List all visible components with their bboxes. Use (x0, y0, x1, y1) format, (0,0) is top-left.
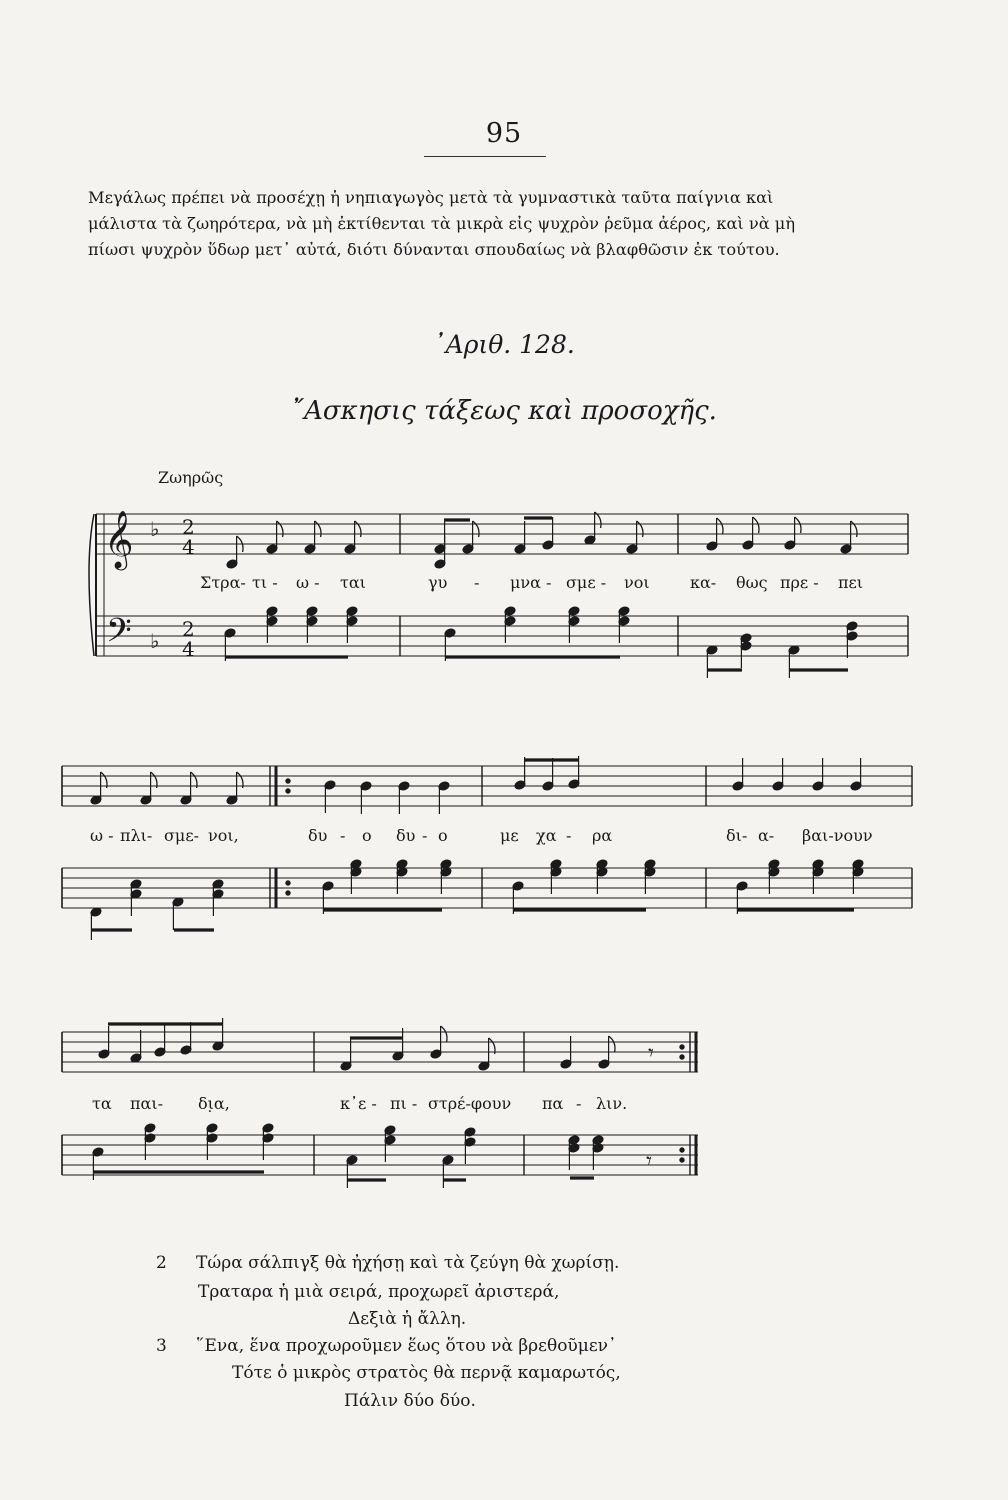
note-head (812, 859, 824, 870)
lyric: θως (736, 573, 768, 592)
note-head (444, 628, 456, 639)
note-head (306, 616, 318, 627)
lyric: ο (362, 826, 372, 845)
note-head (568, 1135, 580, 1146)
song-title: ῎Ασκησις τάξεως καὶ προσοχῆς. (291, 396, 717, 426)
note-head (346, 606, 358, 617)
lyric: δυ (308, 826, 328, 845)
note-head (212, 879, 224, 890)
note-head (542, 540, 554, 551)
note-head (768, 867, 780, 878)
note-head (206, 1123, 218, 1134)
eighth-rest: 𝄾 (646, 1149, 652, 1174)
note-flag (753, 517, 759, 533)
note-head (206, 1133, 218, 1144)
note-head (304, 544, 316, 555)
note-head (180, 1045, 192, 1056)
note-head (740, 641, 752, 652)
note-head (560, 1059, 572, 1070)
note-head (434, 559, 446, 570)
note-head (846, 631, 858, 642)
verse-line: Δεξιὰ ἡ ἄλλη. (348, 1309, 467, 1329)
note-head (598, 1059, 610, 1070)
note-head (596, 867, 608, 878)
lyric: κ᾽ε - (340, 1094, 377, 1113)
note-head (344, 544, 356, 555)
note-head (384, 1125, 396, 1136)
lyric: α- (758, 826, 775, 845)
note-flag (595, 512, 601, 528)
key-signature-flat: ♭ (150, 629, 160, 653)
lyric: χα (536, 826, 557, 845)
time-signature: 4 (182, 637, 195, 661)
note-head (618, 606, 630, 617)
repeat-dot (680, 1148, 684, 1152)
repeat-dot (286, 789, 290, 793)
lyric: πλι- (120, 826, 153, 845)
repeat-dot (680, 1045, 684, 1049)
time-signature: 4 (182, 535, 195, 559)
note-head (840, 544, 852, 555)
eighth-rest: 𝄾 (648, 1041, 654, 1066)
lyric: τα (92, 1094, 112, 1113)
note-head (514, 780, 526, 791)
lyric: δι- (726, 826, 748, 845)
note-head (512, 881, 524, 892)
lyric: στρέ-φουν (428, 1094, 512, 1113)
note-head (852, 859, 864, 870)
note-head (154, 1047, 166, 1058)
note-head (550, 867, 562, 878)
note-head (812, 781, 824, 792)
lyric: ο (438, 826, 448, 845)
lyric: βαι-νουν (802, 826, 873, 845)
lyric: ω - (296, 573, 320, 592)
note-head (514, 544, 526, 555)
note-head (90, 795, 102, 806)
note-flag (237, 772, 243, 788)
note-head (396, 867, 408, 878)
lyric: παι- (130, 1094, 163, 1113)
note-head (440, 859, 452, 870)
lyric: - (340, 826, 346, 845)
note-head (478, 1061, 490, 1072)
note-head (568, 779, 580, 790)
intro-line: μάλιστα τὰ ζωηρότερα, νὰ μὴ ἐκτίθενται τὰ μικρὰ εἰς ψυχρὸν ῥεῦμα ἀέρος, καὶ νὰ μὴ (88, 214, 796, 233)
note-head (438, 781, 450, 792)
note-head (350, 867, 362, 878)
verse-line: Τώρα σάλπιγξ θὰ ἠχήσῃ καὶ τὰ ζεύγη θὰ χωρίσῃ. (196, 1253, 620, 1273)
note-head (850, 781, 862, 792)
note-head (592, 1143, 604, 1154)
lyric: τι - (252, 573, 278, 592)
lyric: κα- (690, 573, 717, 592)
time-signature: 2 (182, 515, 195, 539)
lyric: - (422, 826, 428, 845)
lyric: ται (340, 573, 366, 592)
repeat-dot (286, 891, 290, 895)
note-head (440, 867, 452, 878)
lyric: μνα - (510, 573, 552, 592)
intro-paragraph (88, 185, 918, 263)
lyric: πει (838, 573, 864, 592)
note-head (504, 606, 516, 617)
note-head (396, 859, 408, 870)
note-head (644, 859, 656, 870)
note-head (706, 541, 718, 552)
note-flag (441, 1026, 447, 1042)
lyric: - (474, 573, 480, 592)
note-head (732, 781, 744, 792)
intro-line: Μεγάλως πρέπει νὰ προσέχῃ ἡ νηπιαγωγὸς μετὰ τὰ γυμναστικὰ ταῦτα παίγνια καὶ (88, 188, 774, 207)
note-head (740, 633, 752, 644)
note-flag (101, 772, 107, 788)
note-head (644, 867, 656, 878)
lyric: με (500, 826, 519, 845)
bass-clef: 𝄢 (106, 612, 132, 658)
note-flag (717, 518, 723, 534)
verse-line: Τότε ὁ μικρὸς στρατὸς θὰ περνᾷ καμαρωτός, (232, 1363, 621, 1383)
verse-line: Τραταρα ἡ μιὰ σειρά, προχωρεῖ ἀριστερά, (198, 1282, 560, 1302)
note-head (706, 645, 718, 656)
note-head (384, 1135, 396, 1146)
note-head (464, 1137, 476, 1148)
note-head (568, 616, 580, 627)
note-head (340, 1061, 352, 1072)
lyric: ω - (90, 826, 114, 845)
note-head (736, 881, 748, 892)
note-head (224, 628, 236, 639)
lyric: - (576, 1094, 582, 1113)
note-flag (489, 1038, 495, 1054)
lyric: πρε - (780, 573, 819, 592)
note-head (618, 616, 630, 627)
note-head (212, 1041, 224, 1052)
note-flag (609, 1036, 615, 1052)
note-head (464, 1127, 476, 1138)
lyric: σμε - (566, 573, 607, 592)
note-head (130, 1053, 142, 1064)
brace (89, 514, 94, 656)
note-head (266, 616, 278, 627)
note-head (266, 606, 278, 617)
note-head (262, 1123, 274, 1134)
note-head (140, 795, 152, 806)
note-flag (151, 772, 157, 788)
note-head (442, 1155, 454, 1166)
verse-line: Πάλιν δύο δύο. (344, 1391, 476, 1411)
note-head (430, 1049, 442, 1060)
note-head (772, 781, 784, 792)
note-flag (355, 521, 361, 537)
note-head (98, 1049, 110, 1060)
note-head (812, 867, 824, 878)
treble-clef: 𝄞 (104, 510, 134, 568)
note-head (504, 616, 516, 627)
note-head (306, 606, 318, 617)
note-head (226, 559, 238, 570)
note-flag (191, 772, 197, 788)
note-head (398, 781, 410, 792)
note-head (262, 1133, 274, 1144)
header-rule (424, 156, 546, 157)
page-number: 95 (485, 118, 523, 149)
note-flag (277, 521, 283, 537)
note-head (788, 645, 800, 656)
note-head (462, 544, 474, 555)
note-head (324, 780, 336, 791)
note-flag (637, 521, 643, 537)
note-head (172, 897, 184, 908)
note-flag (315, 521, 321, 537)
verse-number: 2 (156, 1253, 167, 1273)
note-head (626, 544, 638, 555)
key-signature-flat: ♭ (150, 517, 160, 541)
time-signature: 2 (182, 617, 195, 641)
note-head (584, 535, 596, 546)
verse-line: ῞Ενα, ἕνα προχωροῦμεν ἕως ὅτου νὰ βρεθοῦμεν᾽ (196, 1336, 617, 1356)
note-head (392, 1051, 404, 1062)
lyric: νοι, (208, 826, 239, 845)
lyric: πα (542, 1094, 564, 1113)
note-head (768, 859, 780, 870)
verse-number: 3 (156, 1336, 167, 1356)
note-flag (851, 521, 857, 537)
repeat-dot (286, 881, 290, 885)
lyric: πι - (390, 1094, 418, 1113)
note-head (592, 1135, 604, 1146)
intro-line: πίωσι ψυχρὸν ὕδωρ μετ᾽ αὐτά, διότι δύνανται σπουδαίως νὰ βλαφθῶσιν ἐκ τούτου. (88, 240, 780, 259)
lyric: λιν. (596, 1094, 628, 1113)
note-head (144, 1123, 156, 1134)
note-head (846, 621, 858, 632)
tempo-marking: Ζωηρῶς (158, 468, 224, 487)
note-head (346, 616, 358, 627)
lyric: σμε- (164, 826, 200, 845)
note-head (852, 867, 864, 878)
lyric: - (566, 826, 572, 845)
note-head (266, 544, 278, 555)
note-head (742, 540, 754, 551)
note-head (226, 795, 238, 806)
note-head (346, 1155, 358, 1166)
note-head (542, 781, 554, 792)
note-head (568, 1143, 580, 1154)
note-head (550, 859, 562, 870)
note-head (322, 881, 334, 892)
note-head (90, 907, 102, 918)
note-head (350, 859, 362, 870)
note-head (434, 544, 446, 555)
note-flag (795, 517, 801, 533)
lyric: ρα (592, 826, 613, 845)
repeat-dot (680, 1158, 684, 1162)
note-head (92, 1147, 104, 1158)
lyric: δυ (396, 826, 416, 845)
note-head (180, 795, 192, 806)
repeat-dot (286, 779, 290, 783)
note-flag (473, 521, 479, 537)
note-head (596, 859, 608, 870)
lyric: Στρα- (200, 573, 246, 592)
note-head (130, 889, 142, 900)
note-head (784, 540, 796, 551)
song-number-heading: ᾿Αριθ. 128. (433, 330, 575, 359)
lyric: δι̣α, (198, 1094, 230, 1113)
note-flag (237, 536, 243, 552)
note-head (130, 879, 142, 890)
lyric: νοι (624, 573, 650, 592)
note-head (568, 606, 580, 617)
note-head (144, 1133, 156, 1144)
lyric: γυ (428, 573, 448, 592)
note-head (360, 781, 372, 792)
note-head (212, 889, 224, 900)
repeat-dot (680, 1055, 684, 1059)
